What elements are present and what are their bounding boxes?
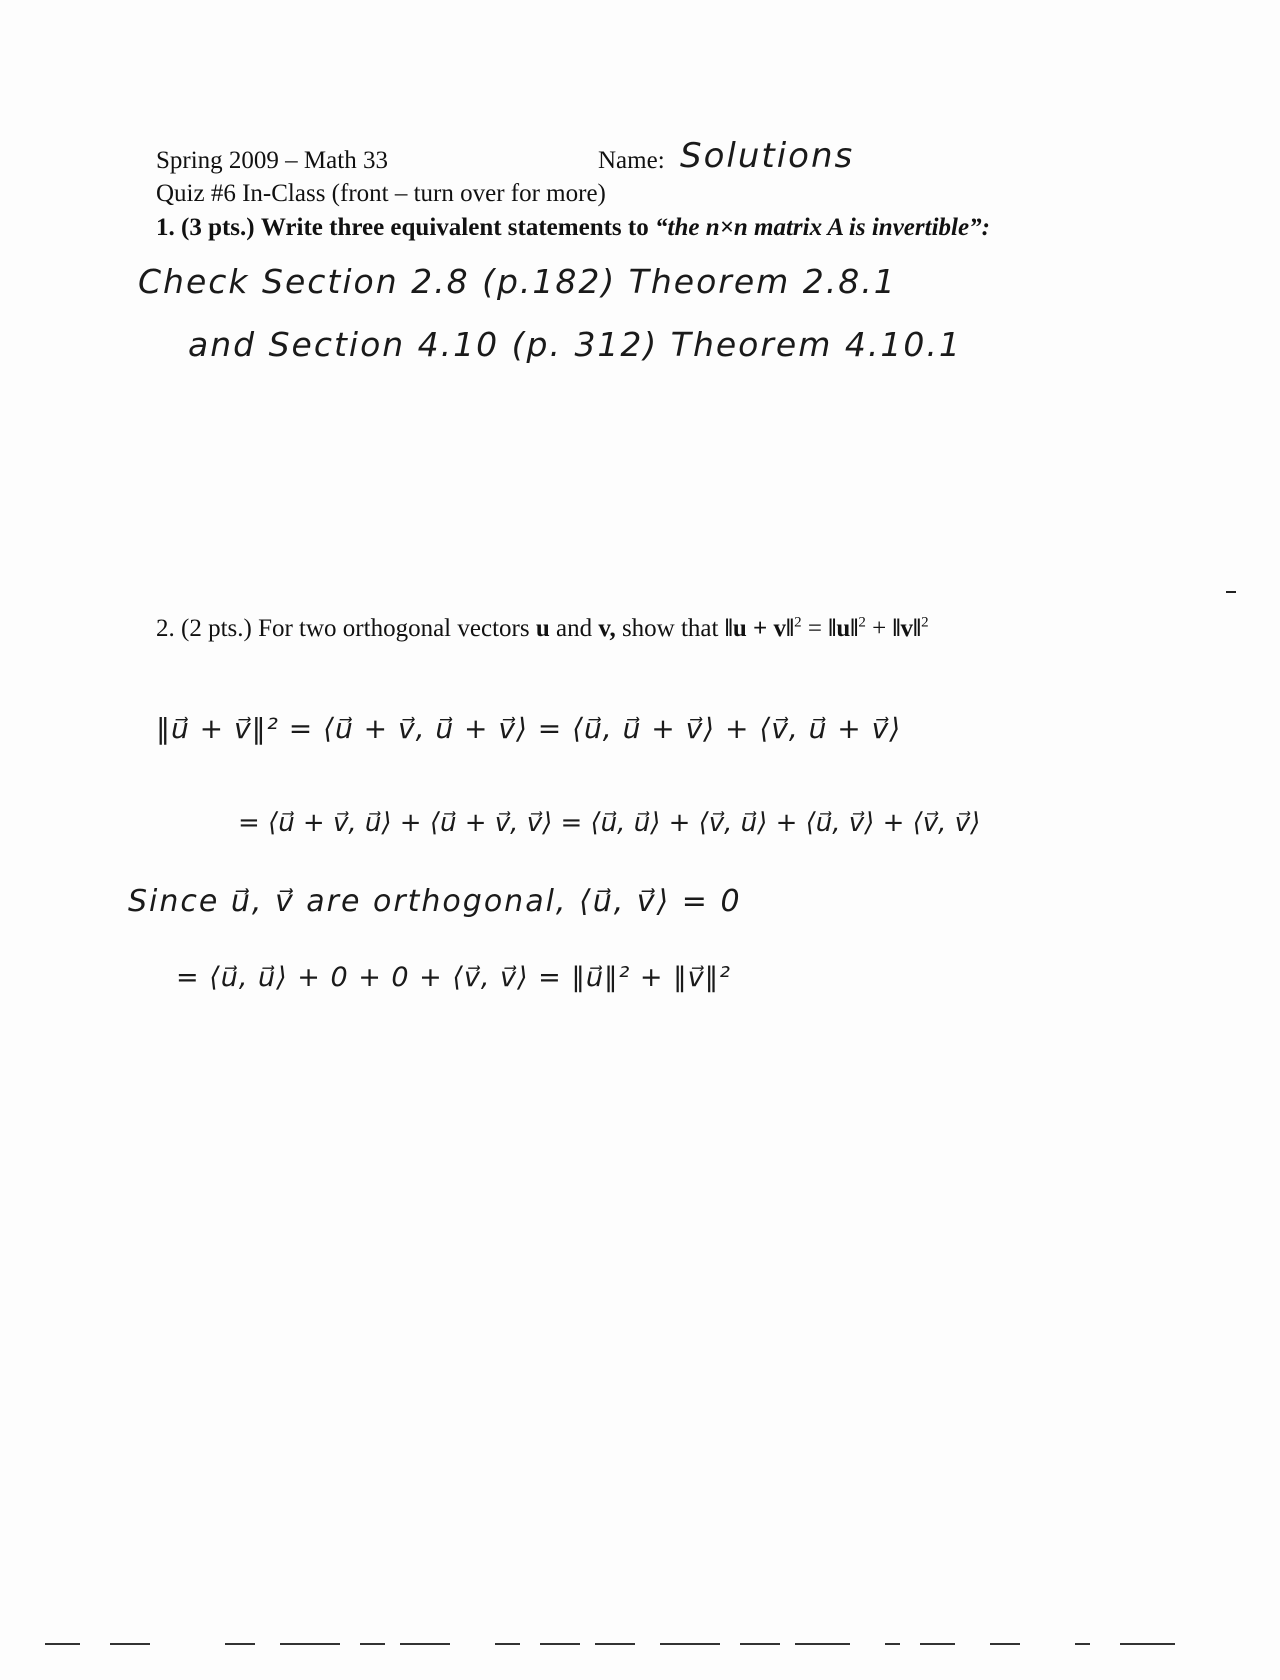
work-line-1: ‖u⃗ + v⃗‖² = ⟨u⃗ + v⃗, u⃗ + v⃗⟩ = ⟨u⃗, u⃗ + v⃗⟩ + ⟨v⃗, u⃗ + v⃗⟩: [156, 712, 902, 745]
question-2-points: (2 pts.): [181, 615, 252, 642]
exp-u: 2: [858, 614, 866, 631]
exp-lhs: 2: [794, 614, 802, 631]
course-title: Spring 2009 – Math 33: [156, 147, 388, 174]
question-1-prompt: Write three equivalent statements to: [260, 214, 649, 241]
work-line-3: Since u⃗, v⃗ are orthogonal, ⟨u⃗, v⃗⟩ = 0: [128, 884, 742, 919]
question-2: [156, 615, 929, 643]
question-1-number: 1.: [156, 214, 175, 241]
quiz-subtitle: Quiz #6 In-Class (front – turn over for more): [156, 180, 606, 207]
question-2-prompt-a: For two orthogonal vectors: [258, 615, 530, 642]
scan-edge-dashes: [40, 1643, 1240, 1646]
question-1: [156, 214, 990, 242]
work-line-4: = ⟨u⃗, u⃗⟩ + 0 + 0 + ⟨v⃗, v⃗⟩ = ‖u⃗‖² + ‖v⃗‖²: [176, 962, 731, 993]
question-1-quote: “the n×n matrix A is invertible”:: [655, 214, 990, 241]
question-2-number: 2.: [156, 615, 175, 642]
vector-u: u: [535, 615, 550, 642]
question-1-points: (3 pts.): [181, 214, 255, 241]
norm-u: ‖u‖: [828, 615, 859, 642]
norm-u-plus-v: ‖u + v‖: [724, 615, 795, 642]
question-2-prompt-b: show that: [621, 615, 719, 642]
name-label: Name:: [598, 147, 665, 174]
exp-v: 2: [921, 614, 929, 631]
equals-sign: =: [807, 615, 822, 642]
norm-v: ‖v‖: [892, 615, 922, 642]
question-2-and: and: [555, 615, 593, 642]
answer-1-line-2: and Section 4.10 (p. 312) Theorem 4.10.1: [188, 325, 962, 364]
work-line-2: = ⟨u⃗ + v⃗, u⃗⟩ + ⟨u⃗ + v⃗, v⃗⟩ = ⟨u⃗, u⃗⟩ + ⟨v⃗, u⃗⟩ + ⟨u⃗, v⃗⟩ + ⟨v⃗, v⃗⟩: [238, 808, 981, 838]
margin-mark: [1226, 591, 1236, 593]
answer-1-line-1: Check Section 2.8 (p.182) Theorem 2.8.1: [138, 262, 897, 301]
plus-sign: +: [872, 615, 887, 642]
vector-v: v,: [598, 615, 616, 642]
name-value: Solutions: [680, 136, 855, 176]
